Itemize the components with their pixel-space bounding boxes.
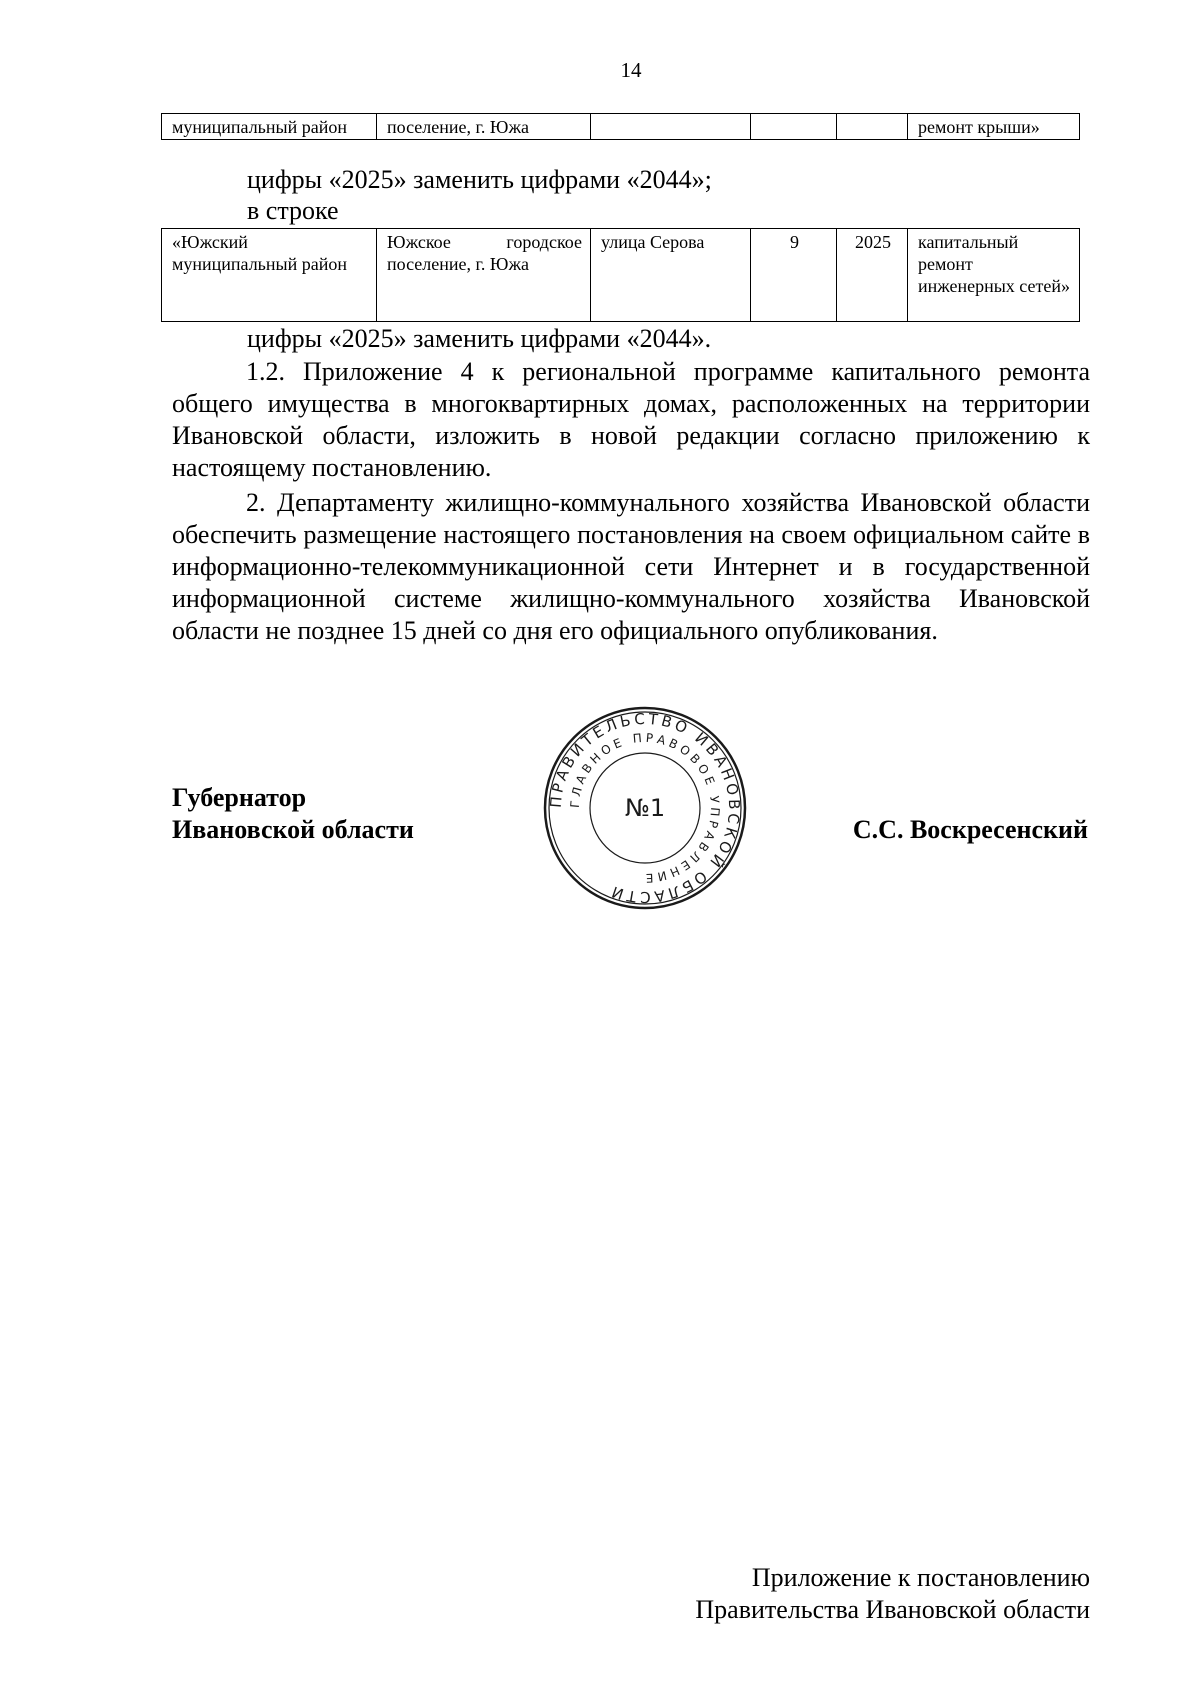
official-seal-icon (542, 705, 748, 911)
page-number: 14 (620, 58, 642, 82)
seal-outer-text: ПРАВИТЕЛЬСТВО ИВАНОВСКОЙ ОБЛАСТИ (546, 709, 744, 907)
replace-line-2: цифры «2025» заменить цифрами «2044». (247, 324, 712, 353)
appendix-note (695, 1562, 1090, 1626)
replace-line-1: цифры «2025» заменить цифрами «2044»; (247, 165, 712, 194)
amendment-table-bottom (161, 228, 1080, 322)
table-cell-year: 2025 (837, 229, 908, 322)
table-cell-street: улица Серова (591, 229, 751, 322)
table-row (162, 114, 1080, 140)
paragraph-1-2: 1.2. Приложение 4 к региональной программе капитального ремонта общего имущества в многоквартирных домах, расположенных на территории Ивановской области, изложить в новой редакции согласно приложению к настоящему постановлению. (172, 357, 1090, 482)
table-cell-year (837, 114, 908, 140)
table-cell-house: 9 (751, 229, 837, 322)
signatory-name: С.С. Воскресенский (852, 815, 1088, 844)
paragraph-2: 2. Департаменту жилищно-коммунального хозяйства Ивановской области обеспечить размещение настоящего постановления на своем официальном сайте в информационно-телекоммуникационной сети Интернет и в государственной информационной системе жилищно-коммунального хозяйства Ивановской области не позднее 15 дней со дня его официального опубликования. (172, 488, 1090, 645)
in-row-line: в строке (247, 196, 339, 225)
table-cell-street (591, 114, 751, 140)
table-cell-district: муниципальный район (162, 114, 377, 140)
signatory-title-line2: Ивановской области (172, 815, 414, 844)
table-cell-house (751, 114, 837, 140)
amendment-table-top (161, 113, 1080, 140)
table-row (162, 229, 1080, 322)
table-cell-settlement: Южское городское поселение, г. Южа (377, 229, 591, 322)
table-cell-work-type: капитальный ремонт инженерных сетей» (908, 229, 1080, 322)
seal-inner-text: ГЛАВНОЕ ПРАВОВОЕ УПРАВЛЕНИЕ (567, 730, 723, 886)
signatory-title-line1: Губернатор (172, 783, 307, 812)
seal-number: №1 (624, 794, 666, 822)
appendix-line2: Правительства Ивановской области (695, 1595, 1090, 1624)
appendix-line1: Приложение к постановлению (751, 1563, 1090, 1592)
table-cell-district: «Южский муниципальный район (162, 229, 377, 322)
table-cell-work-type: ремонт крыши» (908, 114, 1080, 140)
table-cell-settlement: поселение, г. Южа (377, 114, 591, 140)
